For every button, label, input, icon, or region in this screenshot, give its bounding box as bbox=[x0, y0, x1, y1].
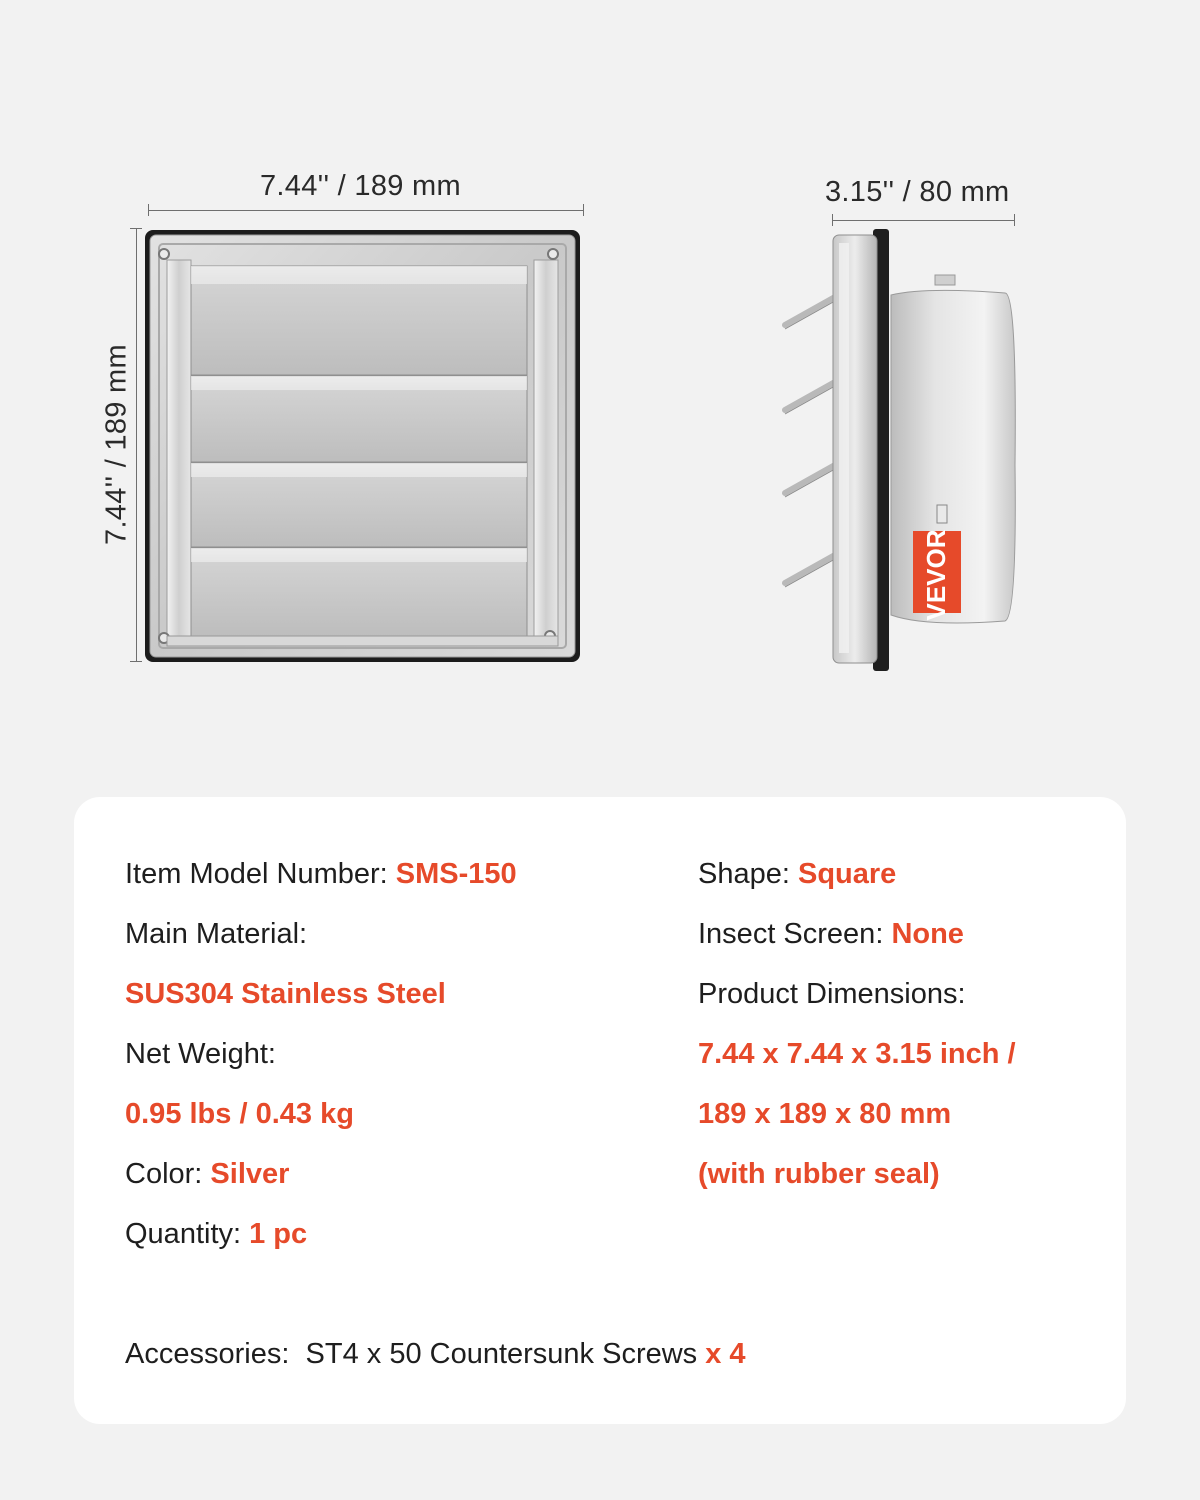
front-width-line bbox=[148, 210, 584, 211]
front-width-tick-left bbox=[148, 204, 149, 216]
front-width-label: 7.44'' / 189 mm bbox=[260, 170, 461, 202]
insect-label: Insect Screen: bbox=[698, 918, 884, 950]
color-label: Color: bbox=[125, 1158, 203, 1190]
color-row bbox=[125, 1157, 289, 1191]
dimensions-line3: (with rubber seal) bbox=[698, 1158, 940, 1190]
accessories-value: ST4 x 50 Countersunk Screws bbox=[305, 1338, 698, 1370]
accessories-row bbox=[125, 1337, 746, 1371]
dimensions-line1: 7.44 x 7.44 x 3.15 inch / bbox=[698, 1038, 1016, 1070]
insect-value: None bbox=[891, 918, 964, 950]
vent-front-view-image bbox=[145, 230, 580, 662]
front-height-tick-bottom bbox=[130, 661, 142, 662]
material-value: SUS304 Stainless Steel bbox=[125, 978, 446, 1010]
shape-label: Shape: bbox=[698, 858, 790, 890]
dimensions-label: Product Dimensions: bbox=[698, 978, 966, 1010]
dimensions-line2: 189 x 189 x 80 mm bbox=[698, 1098, 952, 1130]
color-value: Silver bbox=[210, 1158, 290, 1190]
accessories-count: x 4 bbox=[705, 1338, 746, 1370]
quantity-label: Quantity: bbox=[125, 1218, 242, 1250]
weight-label: Net Weight: bbox=[125, 1038, 276, 1070]
shape-row bbox=[698, 857, 896, 891]
vent-side-view-image bbox=[775, 225, 1035, 675]
front-width-tick-right bbox=[583, 204, 584, 216]
weight-value: 0.95 lbs / 0.43 kg bbox=[125, 1098, 354, 1130]
quantity-row bbox=[125, 1217, 307, 1251]
model-row bbox=[125, 857, 517, 891]
quantity-value: 1 pc bbox=[249, 1218, 308, 1250]
side-depth-label: 3.15'' / 80 mm bbox=[825, 176, 1010, 208]
front-height-label: 7.44'' / 189 mm bbox=[100, 344, 133, 545]
front-height-line bbox=[136, 228, 137, 662]
material-label: Main Material: bbox=[125, 918, 308, 950]
insect-row bbox=[698, 917, 964, 951]
accessories-label: Accessories: bbox=[125, 1338, 290, 1370]
shape-value: Square bbox=[797, 858, 897, 890]
model-label: Item Model Number: bbox=[125, 858, 388, 890]
spec-card bbox=[74, 797, 1126, 1424]
front-height-tick-top bbox=[130, 228, 142, 229]
model-value: SMS-150 bbox=[395, 858, 517, 890]
side-depth-line bbox=[832, 220, 1015, 221]
vevor-logo-text: VEVOR bbox=[921, 529, 951, 621]
